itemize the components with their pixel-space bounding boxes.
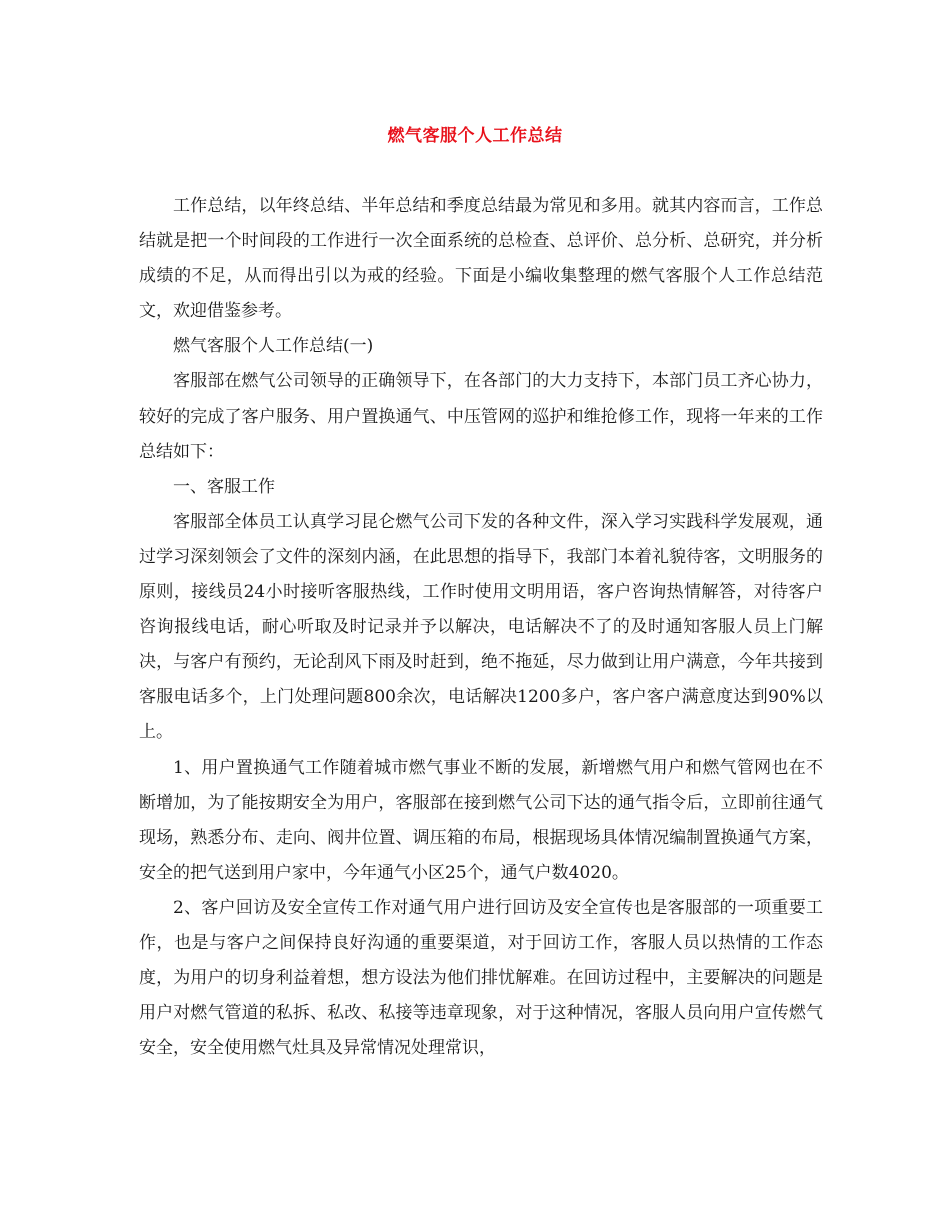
paragraph-gas-connection: 1、用户置换通气工作随着城市燃气事业不断的发展，新增燃气用户和燃气管网也在不断增加，为了能按期安全为用户，客服部在接到燃气公司下达的通气指令后，立即前往通气现场，熟悉分布、走向、阀井位置、调压箱的布局，根据现场具体情况编制置换通气方案，安全的把气送到用户家中，今年通气小区25个，通气户数4020。 xyxy=(139,757,823,883)
paragraph-follow-up: 2、客户回访及安全宣传工作对通气用户进行回访及安全宣传也是客服部的一项重要工作，也是与客户之间保持良好沟通的重要渠道，对于回访工作，客服人员以热情的工作态度，为用户的切身利益着想，想方设法为他们排忧解难。在回访过程中，主要解决的问题是用户对燃气管道的私拆、私改、私接等违章现象，对于这种情况，客服人员向用户宣传燃气安全，安全使用燃气灶具及异常情况处理常识， xyxy=(139,897,823,1059)
document-body xyxy=(139,189,823,1066)
paragraph-heading-part-one: 燃气客服个人工作总结(一) xyxy=(173,336,374,357)
paragraph-department-overview: 客服部在燃气公司领导的正确领导下，在各部门的大力支持下，本部门员工齐心协力，较好的完成了客户服务、用户置换通气、中压管网的巡护和维抢修工作，现将一年来的工作总结如下： xyxy=(139,371,823,462)
paragraph-customer-service: 客服部全体员工认真学习昆仑燃气公司下发的各种文件，深入学习实践科学发展观，通过学习深刻领会了文件的深刻内涵，在此思想的指导下，我部门本着礼貌待客，文明服务的原则，接线员24小时接听客服热线，工作时使用文明用语，客户咨询热情解答，对待客户咨询报线电话，耐心听取及时记录并予以解决，电话解决不了的及时通知客服人员上门解决，与客户有预约，无论刮风下雨及时赶到，绝不拖延，尽力做到让用户满意，今年共接到客服电话多个，上门处理问题800余次，电话解决1200多户，客户客户满意度达到90%以上。 xyxy=(139,511,823,743)
paragraph-intro: 工作总结，以年终总结、半年总结和季度总结最为常见和多用。就其内容而言，工作总结就是把一个时间段的工作进行一次全面系统的总检查、总评价、总分析、总研究，并分析成绩的不足，从而得出引以为戒的经验。下面是小编收集整理的燃气客服个人工作总结范文，欢迎借鉴参考。 xyxy=(139,196,823,322)
document-title: 燃气客服个人工作总结 xyxy=(387,126,563,146)
paragraph-section-heading: 一、客服工作 xyxy=(173,476,275,497)
